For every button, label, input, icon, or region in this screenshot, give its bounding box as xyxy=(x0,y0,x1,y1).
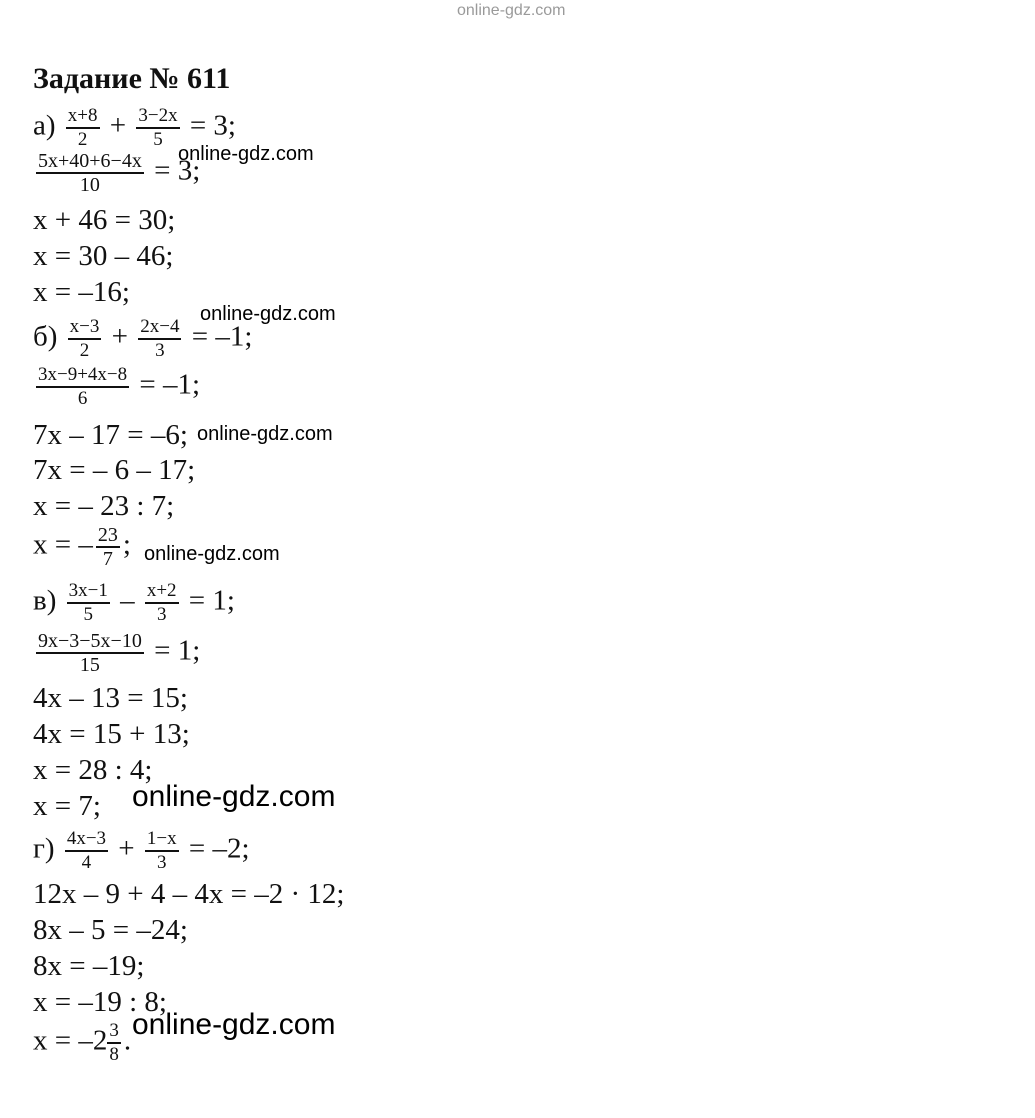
b-fraction-2: $\frac{2x-4}{3}$ xyxy=(140,316,180,361)
g-step-3: 8x = –19; xyxy=(33,950,145,982)
b-equation: б) $\frac{x-3}{2}$ + $\frac{2x-4}{3}$ = –1; xyxy=(33,316,253,361)
g-result-fraction: $\frac{3}{8}$ xyxy=(109,1020,119,1065)
v-combined-fraction: $\frac{9x-3-5x-10}{15}$ xyxy=(38,630,142,676)
a-step-2: x + 46 = 30; xyxy=(33,204,176,236)
g-fraction-1: $\frac{4x-3}{4}$ xyxy=(66,828,107,873)
watermark-large: online-gdz.com xyxy=(132,1008,336,1041)
a-label: а) xyxy=(33,109,56,142)
b-combined-fraction: $\frac{3x-9+4x-8}{6}$ xyxy=(38,364,128,409)
v-step-2: 4x – 13 = 15; xyxy=(33,682,188,714)
top-watermark: online-gdz.com xyxy=(457,2,566,19)
watermark: online-gdz.com xyxy=(200,303,336,325)
task-title: Задание № 611 xyxy=(33,62,231,95)
watermark: online-gdz.com xyxy=(197,423,333,445)
g-label: г) xyxy=(33,832,55,865)
g-fraction-2: $\frac{1-x}{3}$ xyxy=(146,828,177,873)
a-combined-fraction: $\frac{5x+40+6-4x}{10}$ xyxy=(38,150,142,196)
g-step-5: x = –2 $\frac{3}{8}$ . xyxy=(33,1020,132,1065)
b-step-5: x = – $\frac{23}{7}$ ; xyxy=(33,524,131,570)
b-label: б) xyxy=(33,320,58,353)
v-step-3: 4x = 15 + 13; xyxy=(33,718,190,750)
v-equation: в) $\frac{3x-1}{5}$ – $\frac{x+2}{3}$ = 1; xyxy=(33,580,235,625)
a-fraction-1: $\frac{x+8}{2}$ xyxy=(67,105,98,150)
v-fraction-2: $\frac{x+2}{3}$ xyxy=(146,580,177,625)
b-step-4: x = – 23 : 7; xyxy=(33,490,175,522)
a-equation: а) $\frac{x+8}{2}$ + $\frac{3-2x}{5}$ = 3; xyxy=(33,105,236,150)
g-step-1: 12x – 9 + 4 – 4x = –2 · 12; xyxy=(33,878,345,910)
g-equation: г) $\frac{4x-3}{4}$ + $\frac{1-x}{3}$ = –2; xyxy=(33,828,250,873)
a-step-4: x = –16; xyxy=(33,276,130,308)
b-step-1: $\frac{3x-9+4x-8}{6}$ = –1; xyxy=(38,364,201,409)
g-step-4: x = –19 : 8; xyxy=(33,986,167,1018)
a-step-3: x = 30 – 46; xyxy=(33,240,174,272)
watermark: online-gdz.com xyxy=(178,143,314,165)
v-step-4: x = 28 : 4; xyxy=(33,754,153,786)
v-step-5: x = 7; xyxy=(33,790,101,822)
a-fraction-2: $\frac{3-2x}{5}$ xyxy=(138,105,178,150)
watermark-large: online-gdz.com xyxy=(132,780,336,813)
b-fraction-1: $\frac{x-3}{2}$ xyxy=(69,316,100,361)
a-step-1: $\frac{5x+40+6-4x}{10}$ = 3; xyxy=(38,150,201,196)
v-label: в) xyxy=(33,584,57,617)
b-step-3: 7x = – 6 – 17; xyxy=(33,454,196,486)
v-fraction-1: $\frac{3x-1}{5}$ xyxy=(68,580,108,625)
v-step-1: $\frac{9x-3-5x-10}{15}$ = 1; xyxy=(38,630,201,676)
b-step-2: 7x – 17 = –6; xyxy=(33,419,188,451)
g-step-2: 8x – 5 = –24; xyxy=(33,914,188,946)
watermark: online-gdz.com xyxy=(144,543,280,565)
b-result-fraction: $\frac{23}{7}$ xyxy=(97,524,118,570)
